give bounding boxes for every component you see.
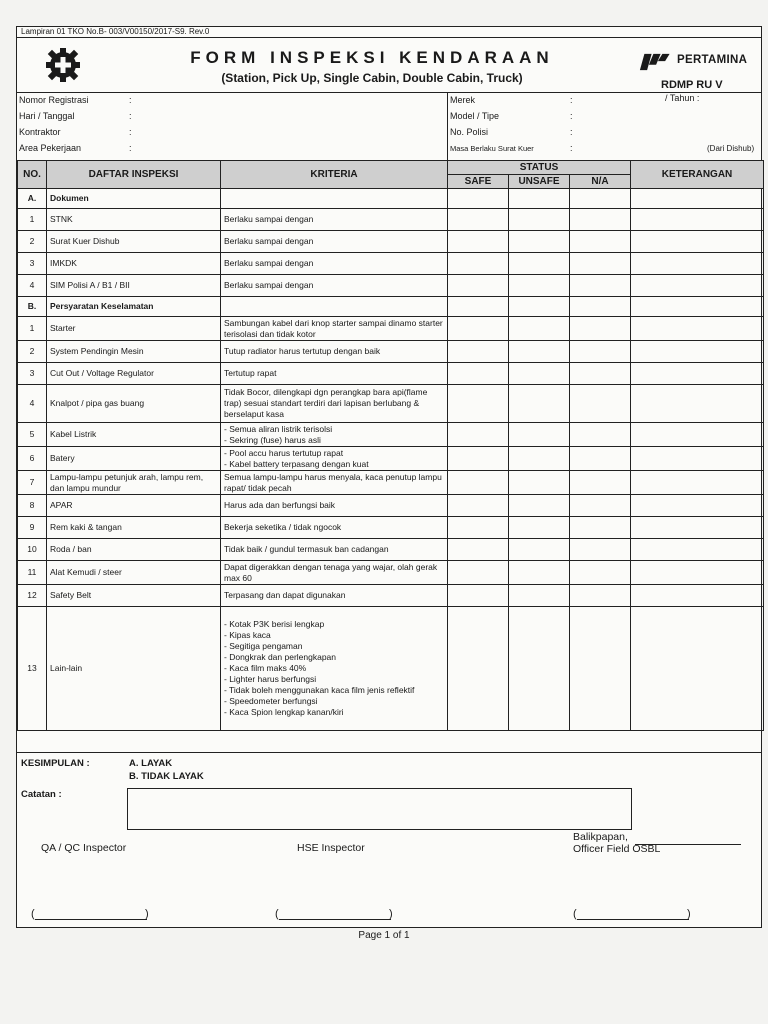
kriteria-item: - Speedometer berfungsi xyxy=(224,696,444,707)
keterangan-cell[interactable] xyxy=(631,231,764,253)
inspection-item: System Pendingin Mesin xyxy=(47,341,221,363)
page-number: Page 1 of 1 xyxy=(358,930,410,941)
status-safe-cell[interactable] xyxy=(448,447,509,471)
keterangan-cell[interactable] xyxy=(631,189,764,209)
status-safe-cell[interactable] xyxy=(448,385,509,423)
row-number: 12 xyxy=(18,585,47,607)
status-unsafe-cell[interactable] xyxy=(509,253,570,275)
status-unsafe-cell[interactable] xyxy=(509,471,570,495)
kriteria-item: - Sekring (fuse) harus asli xyxy=(224,435,444,446)
status-na-cell[interactable] xyxy=(570,385,631,423)
colon: : xyxy=(129,143,132,153)
status-safe-cell[interactable] xyxy=(448,363,509,385)
kriteria-cell: Berlaku sampai dengan xyxy=(221,231,448,253)
table-row xyxy=(18,517,764,539)
table-row xyxy=(18,423,764,447)
colon: : xyxy=(570,127,573,137)
kriteria-item: - Semua aliran listrik terisolsi xyxy=(224,424,444,435)
keterangan-cell[interactable] xyxy=(631,561,764,585)
row-number: 11 xyxy=(18,561,47,585)
kontraktor-label: Kontraktor xyxy=(19,127,61,137)
inspection-item: Rem kaki & tangan xyxy=(47,517,221,539)
kriteria-item: - Lighter harus berfungsi xyxy=(224,674,444,685)
status-na-cell[interactable] xyxy=(570,297,631,317)
kesimpulan-label: KESIMPULAN : xyxy=(21,758,90,769)
kriteria-item: - Kotak P3K berisi lengkap xyxy=(224,619,444,630)
row-number: 3 xyxy=(18,363,47,385)
form-title: FORM INSPEKSI KENDARAAN xyxy=(190,48,554,67)
status-na-cell[interactable] xyxy=(570,317,631,341)
kriteria-cell xyxy=(221,607,448,731)
kriteria-cell: Terpasang dan dapat digunakan xyxy=(221,585,448,607)
status-na-cell[interactable] xyxy=(570,253,631,275)
inspection-item: SIM Polisi A / B1 / BII xyxy=(47,275,221,297)
section-label: Persyaratan Keselamatan xyxy=(47,297,221,317)
kriteria-cell: Berlaku sampai dengan xyxy=(221,275,448,297)
status-unsafe-cell[interactable] xyxy=(509,607,570,731)
table-row xyxy=(18,253,764,275)
table-row xyxy=(18,585,764,607)
table-row xyxy=(18,275,764,297)
table-row xyxy=(18,209,764,231)
kriteria-cell: Dapat digerakkan dengan tenaga yang wajar, olah gerak max 60 xyxy=(221,561,448,585)
section-row xyxy=(18,297,764,317)
signature-paren-left: ( xyxy=(275,908,279,920)
dari-dishub-note: (Dari Dishub) xyxy=(707,144,755,153)
hse-inspector-label: HSE Inspector xyxy=(297,842,365,854)
status-unsafe-cell[interactable] xyxy=(509,363,570,385)
tahun-label: / Tahun : xyxy=(665,93,700,103)
gear-cross-icon xyxy=(39,45,87,85)
place-label: Balikpapan, xyxy=(573,831,628,843)
status-safe-cell[interactable] xyxy=(448,471,509,495)
keterangan-cell[interactable] xyxy=(631,517,764,539)
status-na-cell[interactable] xyxy=(570,189,631,209)
status-unsafe-cell[interactable] xyxy=(509,539,570,561)
brand-name: PERTAMINA xyxy=(677,54,748,66)
keterangan-cell[interactable] xyxy=(631,585,764,607)
signature-paren-right: ) xyxy=(389,908,393,920)
table-row xyxy=(18,447,764,471)
colon: : xyxy=(129,95,132,105)
inspection-item: Lampu-lampu petunjuk arah, lampu rem, dan lampu mundur xyxy=(47,471,221,495)
col-keterangan-header: KETERANGAN xyxy=(631,161,764,189)
kriteria-cell: Berlaku sampai dengan xyxy=(221,209,448,231)
status-na-cell[interactable] xyxy=(570,495,631,517)
row-number: 1 xyxy=(18,317,47,341)
status-unsafe-cell[interactable] xyxy=(509,209,570,231)
status-safe-cell[interactable] xyxy=(448,561,509,585)
inspection-item: Batery xyxy=(47,447,221,471)
kriteria-cell: Bekerja seketika / tidak ngocok xyxy=(221,517,448,539)
status-safe-cell[interactable] xyxy=(448,317,509,341)
status-na-cell[interactable] xyxy=(570,561,631,585)
keterangan-cell[interactable] xyxy=(631,495,764,517)
signature-paren-left: ( xyxy=(31,908,35,920)
kriteria-cell: Harus ada dan berfungsi baik xyxy=(221,495,448,517)
kriteria-item: - Dongkrak dan perlengkapan xyxy=(224,652,444,663)
status-na-cell[interactable] xyxy=(570,607,631,731)
status-safe-cell[interactable] xyxy=(448,423,509,447)
kriteria-item: - Segitiga pengaman xyxy=(224,641,444,652)
row-number: 5 xyxy=(18,423,47,447)
status-safe-cell[interactable] xyxy=(448,517,509,539)
keterangan-cell[interactable] xyxy=(631,471,764,495)
col-no-header: NO. xyxy=(18,161,47,189)
status-unsafe-cell[interactable] xyxy=(509,561,570,585)
status-unsafe-cell[interactable] xyxy=(509,385,570,423)
status-unsafe-cell[interactable] xyxy=(509,447,570,471)
inspection-item: Surat Kuer Dishub xyxy=(47,231,221,253)
keterangan-cell[interactable] xyxy=(631,539,764,561)
kriteria-item: - Kipas kaca xyxy=(224,630,444,641)
hse-signature-line[interactable] xyxy=(279,919,391,920)
row-number: 3 xyxy=(18,253,47,275)
status-unsafe-cell[interactable] xyxy=(509,495,570,517)
row-number: 6 xyxy=(18,447,47,471)
row-number: 10 xyxy=(18,539,47,561)
keterangan-cell[interactable] xyxy=(631,385,764,423)
status-safe-cell[interactable] xyxy=(448,495,509,517)
keterangan-cell[interactable] xyxy=(631,363,764,385)
kriteria-list xyxy=(224,424,444,446)
status-safe-cell[interactable] xyxy=(448,231,509,253)
kriteria-list xyxy=(224,448,444,470)
status-na-cell[interactable] xyxy=(570,423,631,447)
inspection-item: APAR xyxy=(47,495,221,517)
table-row xyxy=(18,539,764,561)
signature-paren-left: ( xyxy=(573,908,577,920)
row-number: 9 xyxy=(18,517,47,539)
catatan-box[interactable] xyxy=(127,788,632,830)
officer-field-label: Officer Field OSBL xyxy=(573,843,661,855)
catatan-label: Catatan : xyxy=(21,789,62,800)
col-kriteria-header: KRITERIA xyxy=(221,161,448,189)
header-divider xyxy=(17,37,761,38)
keterangan-cell[interactable] xyxy=(631,317,764,341)
kriteria-cell: Tidak baik / gundul termasuk ban cadangan xyxy=(221,539,448,561)
kriteria-cell xyxy=(221,423,448,447)
unit-name: RDMP RU V xyxy=(661,79,723,91)
model-tipe-label: Model / Tipe xyxy=(450,111,500,121)
status-na-cell[interactable] xyxy=(570,447,631,471)
kriteria-cell: Berlaku sampai dengan xyxy=(221,253,448,275)
status-safe-cell[interactable] xyxy=(448,189,509,209)
section-label: Dokumen xyxy=(47,189,221,209)
section-code: B. xyxy=(18,297,47,317)
signature-paren-right: ) xyxy=(145,908,149,920)
table-row xyxy=(18,471,764,495)
status-unsafe-cell[interactable] xyxy=(509,297,570,317)
table-row xyxy=(18,341,764,363)
row-number: 2 xyxy=(18,231,47,253)
keterangan-cell[interactable] xyxy=(631,209,764,231)
table-row xyxy=(18,561,764,585)
row-number: 1 xyxy=(18,209,47,231)
row-number: 4 xyxy=(18,275,47,297)
kriteria-cell: Sambungan kabel dari knop starter sampai dinamo starter terisolasi dan tidak kotor xyxy=(221,317,448,341)
col-daftar-header: DAFTAR INSPEKSI xyxy=(47,161,221,189)
no-polisi-label: No. Polisi xyxy=(450,127,489,137)
status-na-cell[interactable] xyxy=(570,231,631,253)
colon: : xyxy=(570,111,573,121)
nomor-registrasi-label: Nomor Registrasi xyxy=(19,95,89,105)
row-number: 8 xyxy=(18,495,47,517)
hari-tanggal-label: Hari / Tanggal xyxy=(19,111,75,121)
kriteria-cell xyxy=(221,447,448,471)
merek-label: Merek xyxy=(450,95,476,105)
qa-qc-inspector-label: QA / QC Inspector xyxy=(41,842,127,854)
kriteria-item: - Kaca Spion lengkap kanan/kiri xyxy=(224,707,444,718)
keterangan-cell[interactable] xyxy=(631,447,764,471)
table-row xyxy=(18,363,764,385)
status-unsafe-cell[interactable] xyxy=(509,517,570,539)
keterangan-cell[interactable] xyxy=(631,607,764,731)
status-na-cell[interactable] xyxy=(570,275,631,297)
inspection-item: Roda / ban xyxy=(47,539,221,561)
status-na-cell[interactable] xyxy=(570,209,631,231)
area-pekerjaan-label: Area Pekerjaan xyxy=(19,143,82,153)
status-safe-cell[interactable] xyxy=(448,253,509,275)
kriteria-cell xyxy=(221,189,448,209)
kriteria-cell: Semua lampu-lampu harus menyala, kaca penutup lampu rapat/ tidak pecah xyxy=(221,471,448,495)
form-subtitle: (Station, Pick Up, Single Cabin, Double Cabin, Truck) xyxy=(221,71,523,85)
table-row xyxy=(18,231,764,253)
colon: : xyxy=(570,95,573,105)
col-safe-header: SAFE xyxy=(448,175,509,189)
inspection-item: Lain-lain xyxy=(47,607,221,731)
status-unsafe-cell[interactable] xyxy=(509,231,570,253)
kriteria-list xyxy=(224,619,444,718)
table-row xyxy=(18,607,764,731)
keterangan-cell[interactable] xyxy=(631,297,764,317)
colon: : xyxy=(129,111,132,121)
status-na-cell[interactable] xyxy=(570,539,631,561)
status-safe-cell[interactable] xyxy=(448,539,509,561)
inspection-item: STNK xyxy=(47,209,221,231)
conclusion-section xyxy=(17,752,761,927)
kriteria-cell: Tutup radiator harus tertutup dengan baik xyxy=(221,341,448,363)
info-box xyxy=(17,92,761,162)
table-row xyxy=(18,495,764,517)
status-unsafe-cell[interactable] xyxy=(509,341,570,363)
col-unsafe-header: UNSAFE xyxy=(509,175,570,189)
status-safe-cell[interactable] xyxy=(448,275,509,297)
info-divider xyxy=(447,93,448,161)
inspection-item: IMKDK xyxy=(47,253,221,275)
status-na-cell[interactable] xyxy=(570,341,631,363)
status-unsafe-cell[interactable] xyxy=(509,317,570,341)
status-unsafe-cell[interactable] xyxy=(509,275,570,297)
status-unsafe-cell[interactable] xyxy=(509,423,570,447)
signature-paren-right: ) xyxy=(687,908,691,920)
col-status-header: STATUS xyxy=(448,161,631,175)
masa-berlaku-label: Masa Berlaku Surat Kuer xyxy=(450,144,534,153)
pertamina-logo-icon xyxy=(639,51,675,73)
status-safe-cell[interactable] xyxy=(448,585,509,607)
inspection-item: Alat Kemudi / steer xyxy=(47,561,221,585)
keterangan-cell[interactable] xyxy=(631,275,764,297)
status-safe-cell[interactable] xyxy=(448,297,509,317)
keterangan-cell[interactable] xyxy=(631,423,764,447)
kriteria-cell: Tidak Bocor, dilengkapi dgn perangkap bara api(flame trap) sesuai standart terdiri dari lapisan berlubang & berselaput kasa xyxy=(221,385,448,423)
colon: : xyxy=(129,127,132,137)
table-row xyxy=(18,385,764,423)
kriteria-cell: Tertutup rapat xyxy=(221,363,448,385)
inspection-table xyxy=(17,160,764,731)
status-unsafe-cell[interactable] xyxy=(509,189,570,209)
qa-signature-line[interactable] xyxy=(35,919,147,920)
kriteria-item: - Pool accu harus tertutup rapat xyxy=(224,448,444,459)
status-unsafe-cell[interactable] xyxy=(509,585,570,607)
row-number: 2 xyxy=(18,341,47,363)
status-na-cell[interactable] xyxy=(570,471,631,495)
inspection-form xyxy=(16,26,762,928)
kriteria-item: - Kabel battery terpasang dengan kuat xyxy=(224,459,444,470)
kriteria-item: - Tidak boleh menggunakan kaca film jenis reflektif xyxy=(224,685,444,696)
officer-signature-line[interactable] xyxy=(577,919,689,920)
keterangan-cell[interactable] xyxy=(631,341,764,363)
inspection-item: Safety Belt xyxy=(47,585,221,607)
document-reference: Lampiran 01 TKO No.B- 003/V00150/2017-S9. Rev.0 xyxy=(21,27,210,36)
status-safe-cell[interactable] xyxy=(448,209,509,231)
col-na-header: N/A xyxy=(570,175,631,189)
section-row xyxy=(18,189,764,209)
table-row xyxy=(18,317,764,341)
kriteria-cell xyxy=(221,297,448,317)
section-code: A. xyxy=(18,189,47,209)
inspection-item: Kabel Listrik xyxy=(47,423,221,447)
kriteria-item: - Kaca film maks 40% xyxy=(224,663,444,674)
status-na-cell[interactable] xyxy=(570,363,631,385)
row-number: 13 xyxy=(18,607,47,731)
keterangan-cell[interactable] xyxy=(631,253,764,275)
inspection-item: Starter xyxy=(47,317,221,341)
colon: : xyxy=(570,143,573,153)
status-na-cell[interactable] xyxy=(570,585,631,607)
status-safe-cell[interactable] xyxy=(448,607,509,731)
layak-option[interactable]: A. LAYAK xyxy=(129,758,173,769)
row-number: 7 xyxy=(18,471,47,495)
status-safe-cell[interactable] xyxy=(448,341,509,363)
inspection-item: Cut Out / Voltage Regulator xyxy=(47,363,221,385)
row-number: 4 xyxy=(18,385,47,423)
status-na-cell[interactable] xyxy=(570,517,631,539)
inspection-item: Knalpot / pipa gas buang xyxy=(47,385,221,423)
tidak-layak-option[interactable]: B. TIDAK LAYAK xyxy=(129,771,204,782)
